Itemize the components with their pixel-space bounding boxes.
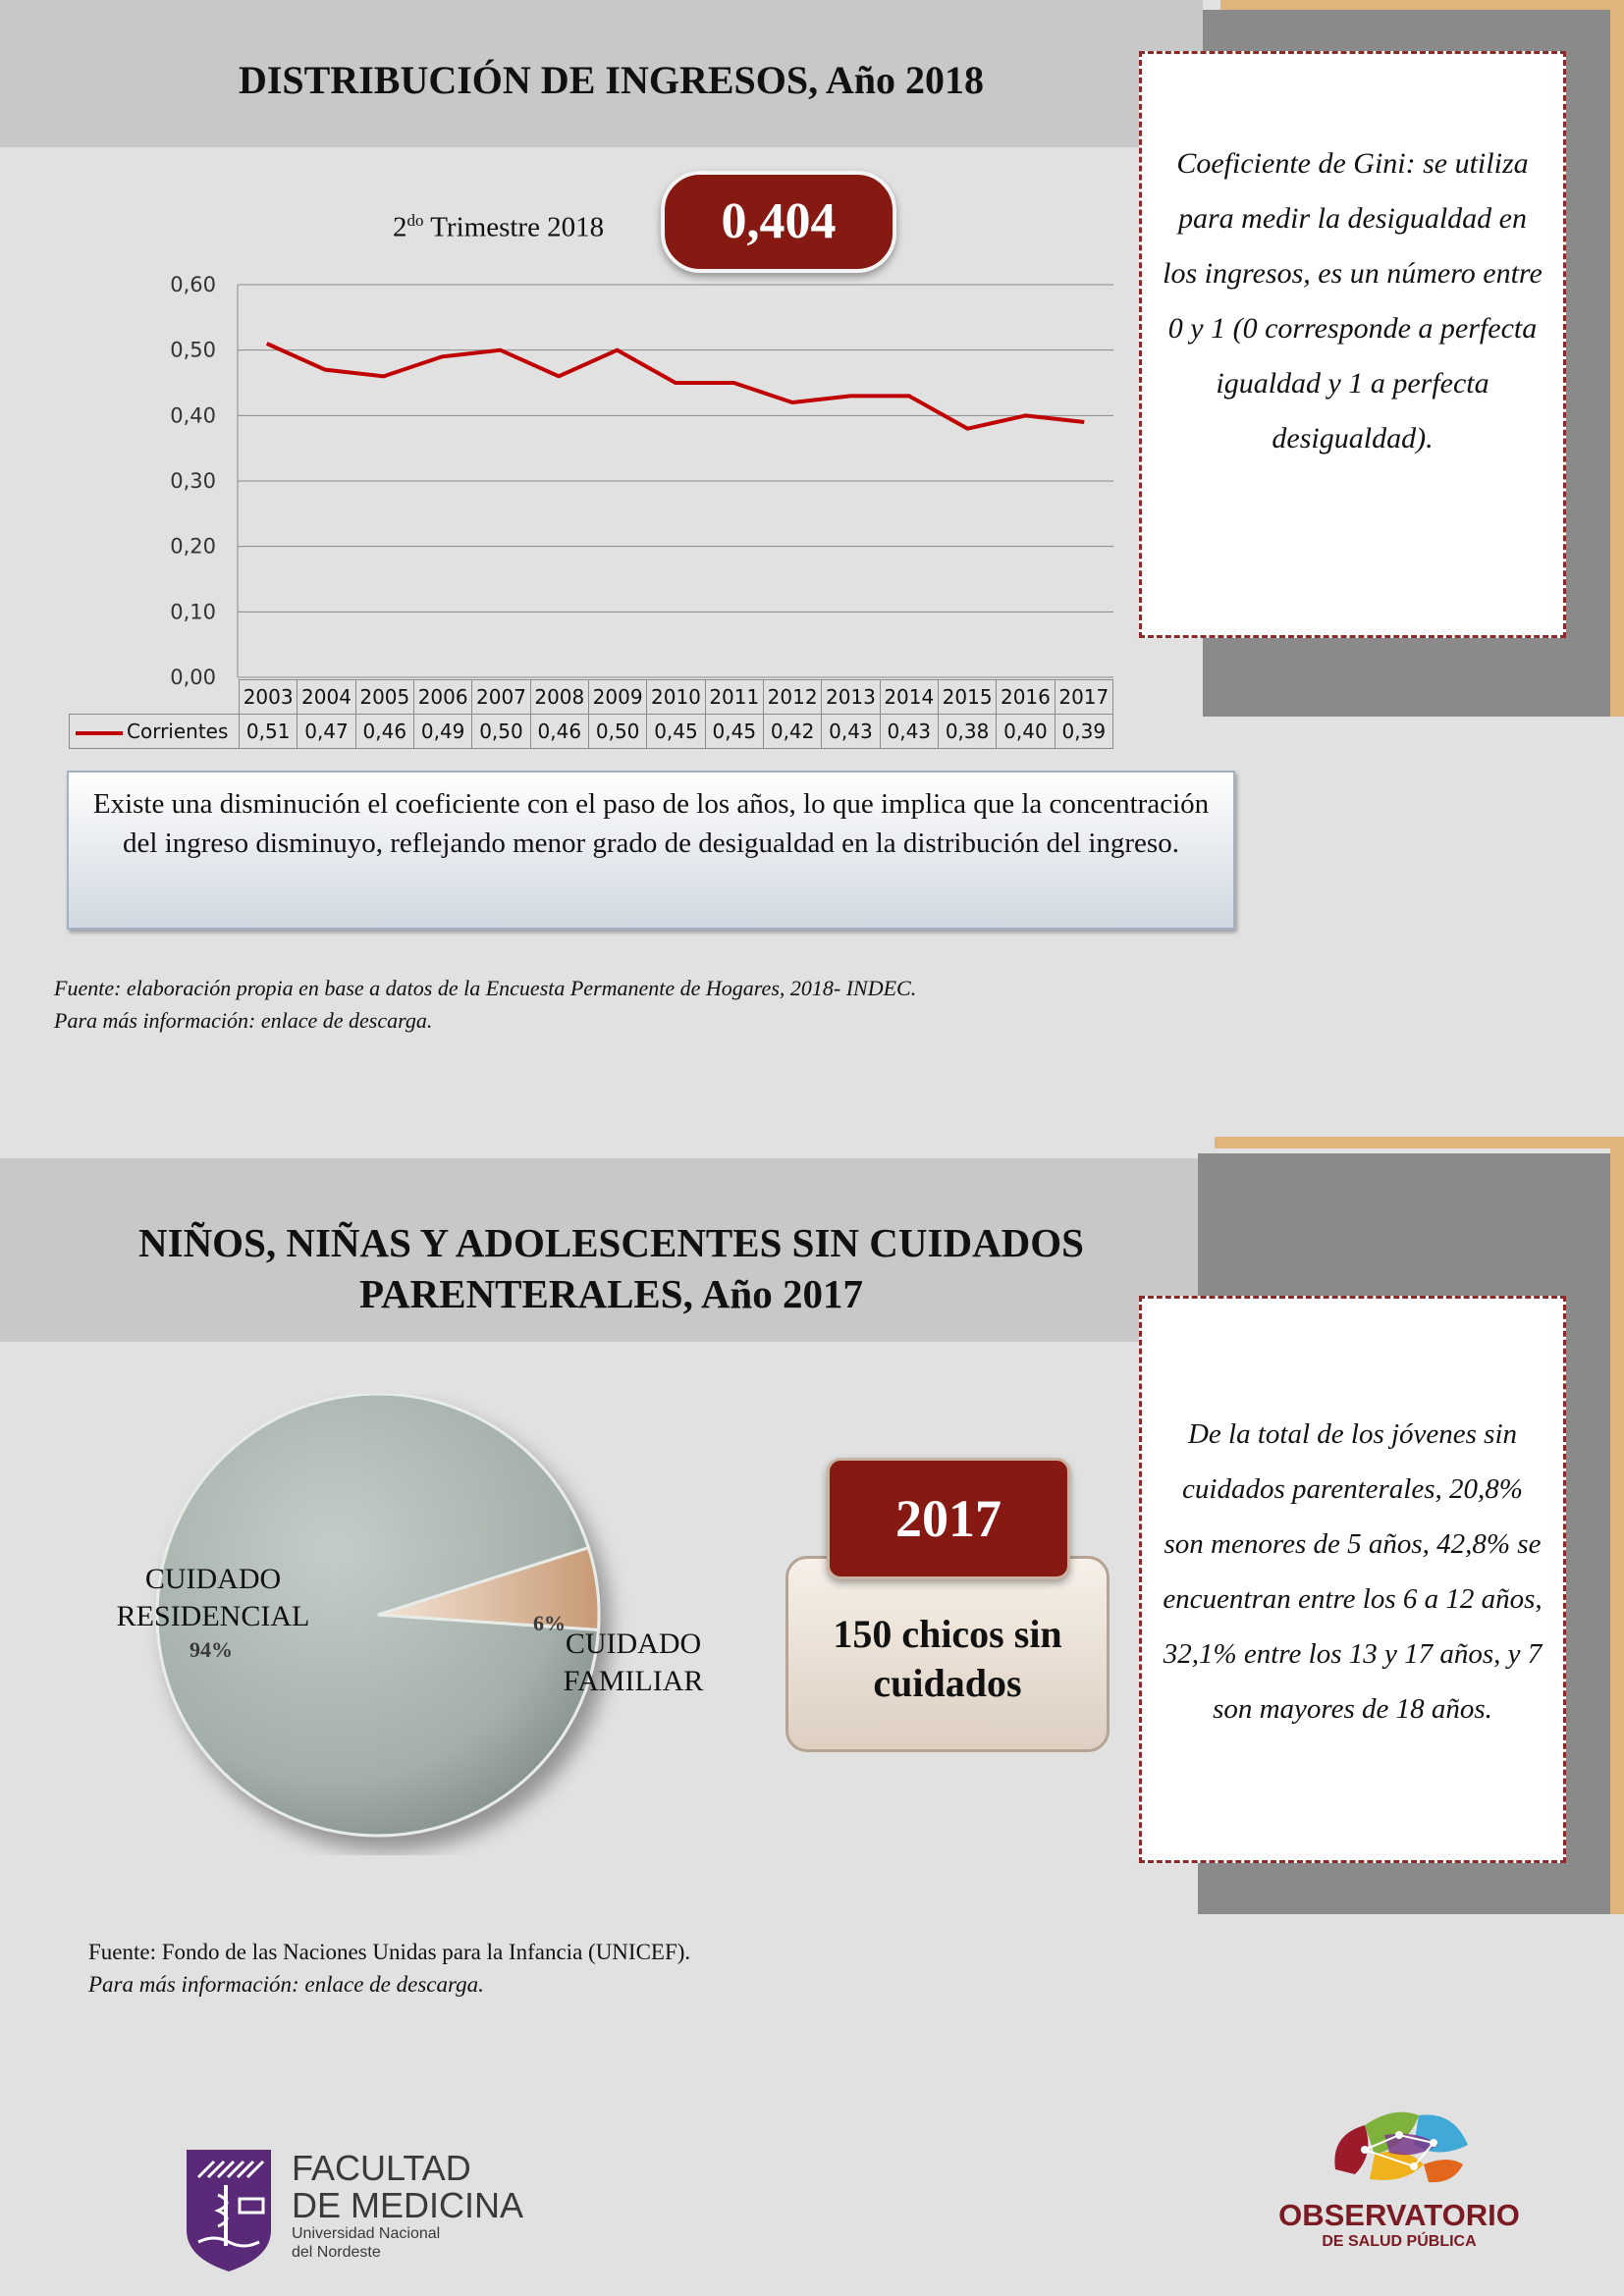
faculty-line2: DE MEDICINA (292, 2185, 524, 2225)
data-label: 0,51 (240, 715, 298, 749)
faculty-line4: del Nordeste (292, 2244, 381, 2261)
gini-description-text: Existe una disminución el coeficiente con el paso de los años, lo que implica que la concentración del ingreso disminuyo, reflejando menor grado de desigualdad en la distribución del ingreso. (92, 788, 1210, 859)
note2-tan-back (1215, 1137, 1624, 1148)
y-tick-label: 0,10 (170, 600, 216, 624)
gini-description-box (67, 771, 1235, 930)
youth-note-text: De la total de los jóvenes sin cuidados parenterales, 20,8% son menores de 5 años, 42,8% se encuentran entre los 6 a 12 años, 32,1% entre los 13 y 17 años, y 7 son mayores de 18 años. (1163, 1418, 1543, 1725)
x-tick-label: 2016 (997, 680, 1055, 715)
observatorio-name (1262, 2199, 1537, 2252)
faculty-shield-logo (185, 2148, 273, 2273)
data-label: 0,47 (298, 715, 355, 749)
table-value-row (70, 715, 1113, 749)
year-badge: 2017 (827, 1458, 1070, 1579)
x-tick-label: 2012 (763, 680, 821, 715)
table-year-row (70, 680, 1113, 715)
chart-subtitle: $2^{do}$ Trimestre 2018 (393, 211, 605, 243)
faculty-name (292, 2150, 523, 2262)
table-legend-cell (70, 715, 240, 749)
data-label: 0,45 (705, 715, 763, 749)
y-tick-label: 0,50 (170, 338, 216, 362)
data-label: 0,45 (647, 715, 705, 749)
faculty-line3: Universidad Nacional (292, 2225, 441, 2242)
y-tick-label: 0,40 (170, 403, 216, 428)
y-tick-label: 0,20 (170, 534, 216, 559)
data-label: 0,50 (588, 715, 646, 749)
legend-series-name: Corrientes (127, 720, 229, 743)
youth-note-card (1139, 1296, 1566, 1863)
pie-label-residencial: CUIDADO RESIDENCIAL (116, 1563, 310, 1632)
y-tick-label: 0,60 (170, 273, 216, 296)
x-tick-label: 2017 (1055, 680, 1112, 715)
data-label: 0,43 (880, 715, 938, 749)
gini-data-table (69, 679, 1113, 749)
data-label: 0,46 (355, 715, 413, 749)
pie-value-residencial: 94% (189, 1637, 233, 1662)
faculty-line1: FACULTAD (292, 2148, 471, 2188)
x-tick-label: 2008 (530, 680, 588, 715)
data-label: 0,49 (413, 715, 471, 749)
x-tick-label: 2003 (240, 680, 298, 715)
x-tick-label: 2011 (705, 680, 763, 715)
pie-value-familiar: 6% (533, 1611, 566, 1635)
x-tick-label: 2013 (822, 680, 880, 715)
note-tan-side (1610, 0, 1624, 717)
x-tick-label: 2007 (472, 680, 530, 715)
observatorio-line2: DE SALUD PÚBLICA (1322, 2233, 1477, 2250)
x-tick-label: 2005 (355, 680, 413, 715)
section2-source (88, 1936, 690, 2001)
table-corner (70, 680, 240, 715)
section1-download-link[interactable]: Para más información: enlace de descarga. (54, 1008, 433, 1033)
y-tick-label: 0,00 (170, 666, 216, 687)
section2-download-link[interactable]: Para más información: enlace de descarga. (88, 1972, 484, 1997)
section2-title-line2: PARENTERALES, Año 2017 (359, 1271, 863, 1316)
section1-source (54, 972, 916, 1037)
note2-tan-side (1610, 1137, 1624, 1914)
data-label: 0,43 (822, 715, 880, 749)
section2-title (39, 1217, 1183, 1319)
observatorio-line1: OBSERVATORIO (1278, 2198, 1520, 2232)
section1-title: DISTRIBUCIÓN DE INGRESOS, Año 2018 (238, 58, 985, 102)
x-tick-label: 2015 (938, 680, 996, 715)
section2-title-line1: NIÑOS, NIÑAS Y ADOLESCENTES SIN CUIDADOS (138, 1220, 1084, 1265)
gini-note-text: Coeficiente de Gini: se utiliza para medir la desigualdad en los ingresos, es un número entre 0 y 1 (0 corresponde a perfecta igualdad y 1 a perfecta desigualdad). (1163, 147, 1543, 454)
data-label: 0,50 (472, 715, 530, 749)
x-tick-label: 2009 (588, 680, 646, 715)
pie-label-familiar: CUIDADO FAMILIAR (563, 1628, 704, 1697)
section2-source-line1: Fuente: Fondo de las Naciones Unidas para la Infancia (UNICEF). (88, 1940, 691, 1964)
data-label: 0,46 (530, 715, 588, 749)
x-tick-label: 2010 (647, 680, 705, 715)
y-tick-label: 0,30 (170, 469, 216, 493)
section1-source-line1: Fuente: elaboración propia en base a datos de la Encuesta Permanente de Hogares, 2018- INDEC. (54, 976, 917, 1000)
x-tick-label: 2004 (298, 680, 355, 715)
gini-line-chart (147, 265, 1119, 687)
x-tick-label: 2014 (880, 680, 938, 715)
x-tick-label: 2006 (413, 680, 471, 715)
data-label: 0,42 (763, 715, 821, 749)
children-count-text: 150 chicos sin cuidados (833, 1612, 1062, 1705)
gini-value-badge: 0,404 (661, 171, 896, 273)
legend-line-swatch (76, 731, 123, 735)
gini-note-card (1139, 51, 1566, 638)
data-label: 0,39 (1055, 715, 1112, 749)
observatorio-logo-icon (1326, 2106, 1473, 2189)
data-label: 0,40 (997, 715, 1055, 749)
data-label: 0,38 (938, 715, 996, 749)
